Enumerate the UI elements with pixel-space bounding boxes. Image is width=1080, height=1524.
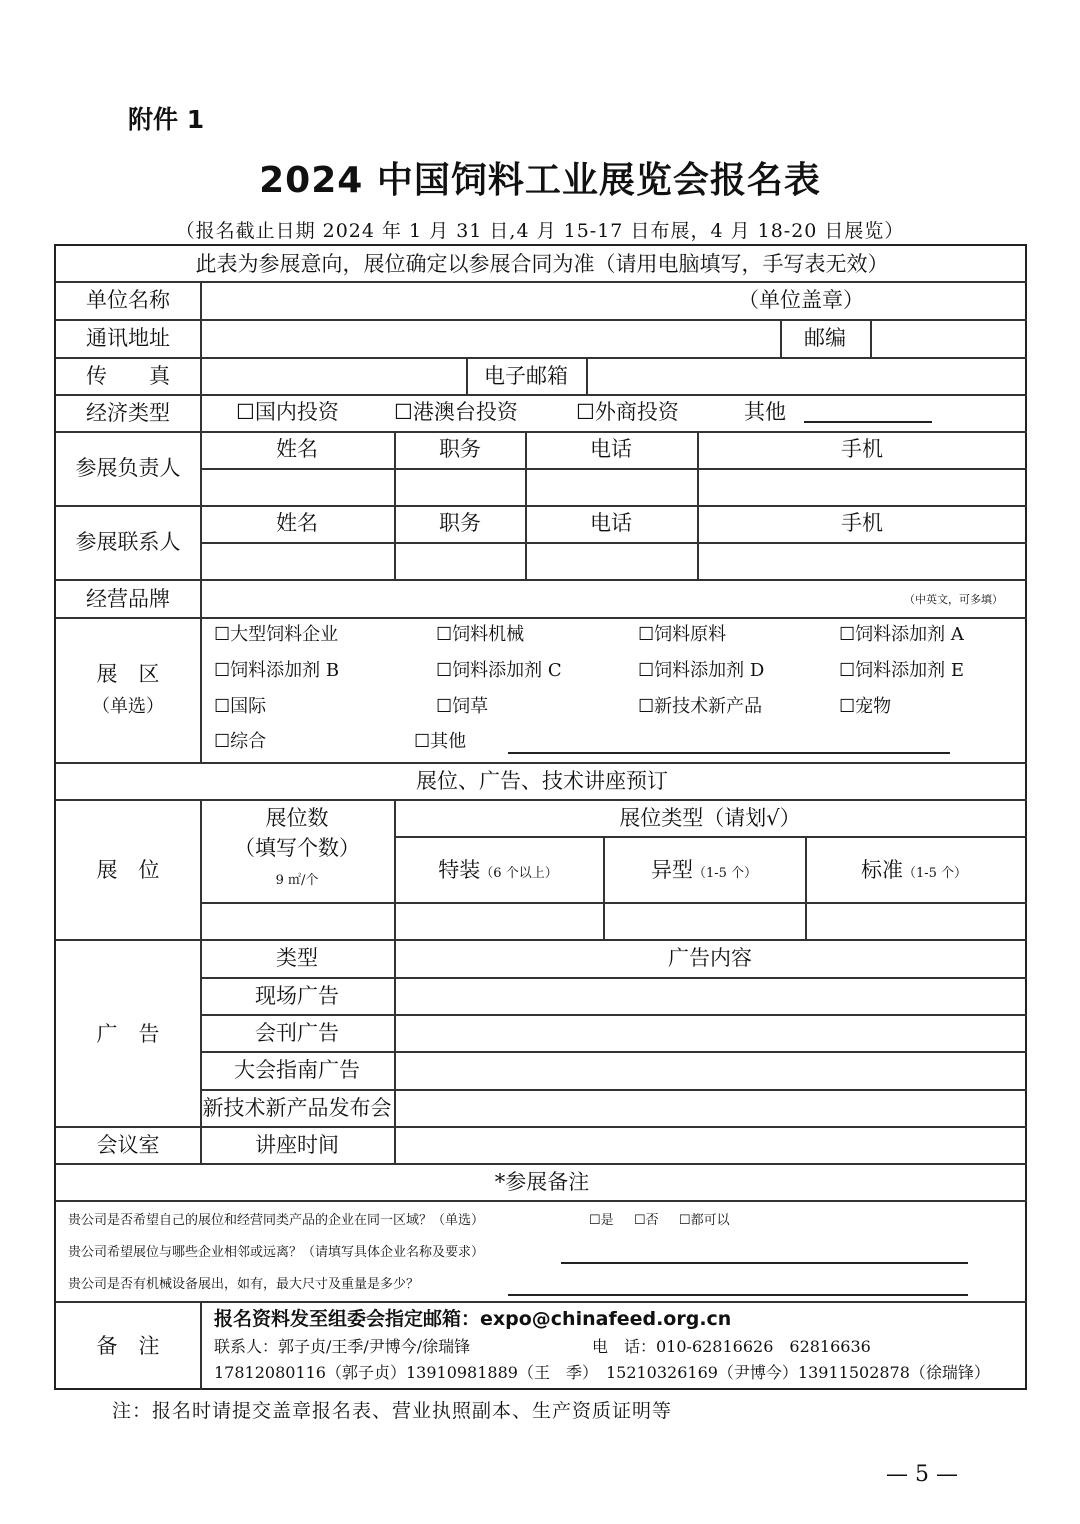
ad-label: 广 告 <box>96 1022 160 1046</box>
zone-option-other[interactable]: ☐其他 <box>414 731 467 752</box>
phone-line: 电 话：010-62816626 62816636 <box>592 1337 871 1356</box>
contact-col-phone: 电话 <box>590 511 632 535</box>
question1-option-yes[interactable]: ☐是 <box>589 1213 614 1228</box>
booth-type-standard: 标准（1-5 个） <box>860 858 968 882</box>
booth-standard-field[interactable] <box>807 904 1025 937</box>
economy-option-hk-macao-taiwan[interactable]: ☐港澳台投资 <box>394 400 518 424</box>
economy-type-label: 经济类型 <box>86 401 170 425</box>
booth-count-title: 展位数 <box>265 806 329 830</box>
economy-option-foreign[interactable]: ☐外商投资 <box>576 400 679 424</box>
leader-col-title: 职务 <box>439 437 481 461</box>
company-seal-note: （单位盖章） <box>738 288 864 312</box>
footnote: 注：报名时请提交盖章报名表、营业执照副本、生产资质证明等 <box>112 1400 673 1422</box>
leader-col-phone: 电话 <box>590 437 632 461</box>
ad-launch-field[interactable] <box>396 1091 1025 1124</box>
zone-option[interactable]: ☐新技术新产品 <box>638 696 763 717</box>
brand-field[interactable] <box>202 581 892 615</box>
page-number: — 5 — <box>886 1462 958 1487</box>
contact-phone-field[interactable] <box>527 544 695 577</box>
brand-label: 经营品牌 <box>86 587 170 611</box>
submit-email-line: 报名资料发至组委会指定邮箱：expo@chinafeed.org.cn <box>214 1308 732 1330</box>
lecture-time-field[interactable] <box>396 1128 1025 1161</box>
ad-type-header: 类型 <box>276 946 318 970</box>
zone-option[interactable]: ☐饲料机械 <box>436 624 525 645</box>
contacts-line: 联系人：郭子贞/王季/尹博今/徐瑞锋 <box>214 1337 471 1356</box>
question1-option-no[interactable]: ☐否 <box>634 1213 659 1228</box>
lecture-time-label: 讲座时间 <box>255 1133 339 1157</box>
booking-header: 展位、广告、技术讲座预订 <box>416 769 668 793</box>
booth-irregular-field[interactable] <box>605 904 803 937</box>
ad-guide-field[interactable] <box>396 1053 1025 1087</box>
booth-label: 展 位 <box>96 858 160 882</box>
brand-note: （中英文，可多填） <box>904 593 1003 606</box>
zone-option[interactable]: ☐国际 <box>214 696 267 717</box>
question-neighbors: 贵公司希望展位与哪些企业相邻或远离？（请填写具体企业名称及要求） <box>68 1245 485 1260</box>
booth-type-irregular: 异型（1-5 个） <box>650 858 758 882</box>
booth-count-sub: （填写个数） <box>234 836 360 860</box>
note-label: 备 注 <box>96 1334 160 1358</box>
zone-other-blank[interactable] <box>508 752 950 754</box>
leader-name-field[interactable] <box>202 470 392 503</box>
contact-col-name: 姓名 <box>276 511 318 535</box>
ad-content-header: 广告内容 <box>668 946 752 970</box>
leader-title-field[interactable] <box>396 470 523 503</box>
leader-label: 参展负责人 <box>75 456 181 480</box>
postcode-field[interactable] <box>872 321 1024 355</box>
postcode-label: 邮编 <box>804 326 846 350</box>
company-name-label: 单位名称 <box>86 288 170 312</box>
ad-type-onsite: 现场广告 <box>255 984 339 1008</box>
booth-count-field[interactable] <box>202 904 392 937</box>
zone-option[interactable]: ☐饲料添加剂 E <box>839 660 964 681</box>
economy-option-other[interactable]: 其他 <box>744 400 786 424</box>
economy-other-blank[interactable] <box>804 421 932 423</box>
zone-option[interactable]: ☐大型饲料企业 <box>214 624 339 645</box>
remarks-header: *参展备注 <box>494 1170 590 1194</box>
question2-blank[interactable] <box>561 1262 968 1264</box>
ad-type-guide: 大会指南广告 <box>234 1058 360 1082</box>
address-label: 通讯地址 <box>86 326 170 350</box>
zone-option[interactable]: ☐饲料添加剂 C <box>436 660 562 681</box>
zone-option[interactable]: ☐饲料添加剂 B <box>214 660 340 681</box>
question1-option-either[interactable]: ☐都可以 <box>679 1213 730 1228</box>
form-notice: 此表为参展意向，展位确定以参展合同为准（请用电脑填写，手写表无效） <box>195 252 889 276</box>
zone-option[interactable]: ☐综合 <box>214 731 267 752</box>
ad-catalog-field[interactable] <box>396 1016 1025 1049</box>
zone-option[interactable]: ☐饲草 <box>436 696 489 717</box>
question-machinery: 贵公司是否有机械设备展出，如有，最大尺寸及重量是多少？ <box>68 1277 420 1292</box>
mobiles-line: 17812080116（郭子贞）13910981889（王 季） 15210326169（尹博今）13911502878（徐瑞锋） <box>214 1363 990 1382</box>
fax-label: 传 真 <box>86 364 170 388</box>
zone-option[interactable]: ☐宠物 <box>839 696 892 717</box>
ad-type-launch: 新技术新产品发布会 <box>202 1096 392 1120</box>
attachment-label: 附件 1 <box>128 105 205 134</box>
contact-name-field[interactable] <box>202 544 392 577</box>
question-same-zone: 贵公司是否希望自己的展位和经营同类产品的企业在同一区域？（单选） <box>68 1213 485 1228</box>
ad-type-catalog: 会刊广告 <box>255 1021 339 1045</box>
contact-col-title: 职务 <box>439 511 481 535</box>
meeting-room-label: 会议室 <box>96 1133 160 1157</box>
booth-type-special: 特装（6 个以上） <box>438 858 558 882</box>
address-field[interactable] <box>202 321 778 355</box>
page-title: 2024 中国饲料工业展览会报名表 <box>259 160 821 201</box>
contact-title-field[interactable] <box>396 544 523 577</box>
booth-unit: 9 ㎡/个 <box>275 873 319 888</box>
zone-option[interactable]: ☐饲料原料 <box>638 624 727 645</box>
registration-form <box>54 244 1027 1390</box>
email-field[interactable] <box>588 359 1024 392</box>
ad-onsite-field[interactable] <box>396 979 1025 1012</box>
contact-col-mobile: 手机 <box>841 511 883 535</box>
company-name-field[interactable] <box>202 283 722 317</box>
page-subtitle: （报名截止日期 2024 年 1 月 31 日,4 月 15-17 日布展，4 月 18-20 日展览） <box>175 220 905 242</box>
fax-field[interactable] <box>202 359 464 392</box>
booth-type-title: 展位类型（请划√） <box>619 806 801 830</box>
zone-sub-label: （单选） <box>92 696 164 717</box>
zone-option[interactable]: ☐饲料添加剂 D <box>638 660 765 681</box>
leader-col-mobile: 手机 <box>841 437 883 461</box>
contact-label: 参展联系人 <box>75 530 181 554</box>
contact-mobile-field[interactable] <box>699 544 1025 577</box>
leader-mobile-field[interactable] <box>699 470 1025 503</box>
booth-special-field[interactable] <box>396 904 601 937</box>
question3-blank[interactable] <box>508 1294 968 1296</box>
economy-option-domestic[interactable]: ☐国内投资 <box>236 400 339 424</box>
leader-phone-field[interactable] <box>527 470 695 503</box>
zone-option[interactable]: ☐饲料添加剂 A <box>839 624 964 645</box>
leader-col-name: 姓名 <box>276 437 318 461</box>
zone-label: 展 区 <box>96 662 160 686</box>
email-label: 电子邮箱 <box>484 364 568 388</box>
